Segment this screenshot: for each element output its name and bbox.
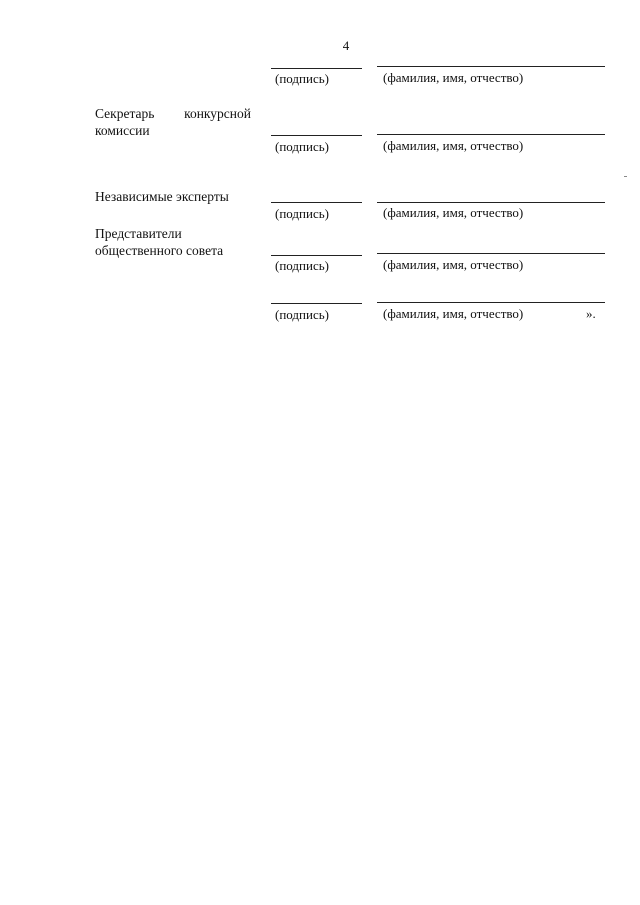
- secretary-label-word2: конкурсной: [184, 106, 251, 121]
- signature-line: [271, 68, 362, 69]
- signature-line: [271, 303, 362, 304]
- signature-caption: (подпись): [275, 206, 329, 221]
- name-caption: (фамилия, имя, отчество): [383, 205, 524, 220]
- signature-caption: (подпись): [275, 258, 329, 273]
- secretary-label-line1: [95, 105, 251, 122]
- page-number: 4: [342, 38, 350, 53]
- secretary-label-word1: Секретарь: [95, 106, 155, 121]
- name-line: [377, 202, 605, 203]
- signature-line: [271, 202, 362, 203]
- name-caption: (фамилия, имя, отчество): [383, 138, 524, 153]
- name-line: [377, 253, 605, 254]
- signature-line: [271, 135, 362, 136]
- experts-label: Независимые эксперты: [95, 189, 229, 204]
- signature-caption: (подпись): [275, 307, 329, 322]
- name-caption: (фамилия, имя, отчество): [383, 70, 524, 85]
- council-label: [95, 225, 251, 259]
- signature-line: [271, 255, 362, 256]
- name-line: [377, 66, 605, 67]
- name-caption: (фамилия, имя, отчество): [383, 257, 524, 272]
- name-caption: (фамилия, имя, отчество): [383, 306, 524, 321]
- name-line: [377, 134, 605, 135]
- council-label-line2: общественного совета: [95, 243, 224, 258]
- signature-caption: (подпись): [275, 139, 329, 154]
- signature-caption: (подпись): [275, 71, 329, 86]
- scan-mark: [624, 176, 627, 177]
- closing-quote: ».: [586, 306, 596, 321]
- secretary-label-line2: комиссии: [95, 123, 150, 138]
- name-line: [377, 302, 605, 303]
- secretary-label: [95, 105, 251, 139]
- council-label-line1: Представители: [95, 226, 182, 241]
